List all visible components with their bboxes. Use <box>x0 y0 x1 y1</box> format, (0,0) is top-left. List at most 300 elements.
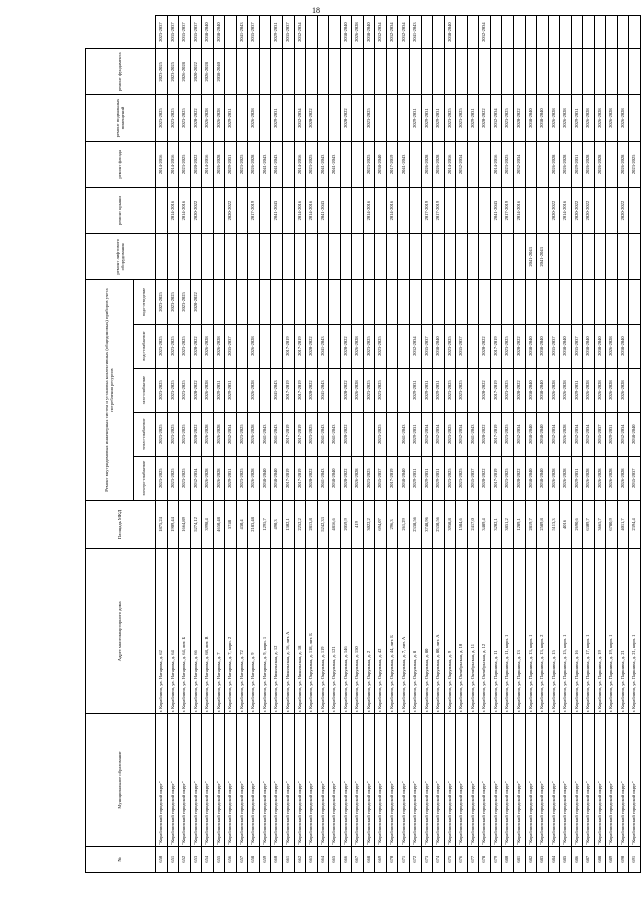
cell-sewer <box>594 280 606 324</box>
cell-water: 2020-2022 <box>479 324 491 368</box>
cell-elevator <box>248 234 260 280</box>
cell-num: 681 <box>513 846 525 872</box>
cell-municipality: "Кораблинский городской округ" <box>433 714 445 846</box>
cell-address: г. Кораблино, ул. Натарова, д. 72 <box>236 549 248 714</box>
cell-roof: 2020-2022 <box>548 187 560 233</box>
cell-heat: 2038-2040 <box>629 412 641 456</box>
cell-basement: 2026-2028 <box>213 95 225 141</box>
cell-num: 676 <box>456 846 468 872</box>
table-row <box>236 16 248 873</box>
table-row <box>375 16 387 873</box>
table-row <box>167 16 179 873</box>
cell-gas: 2023-2025 <box>156 368 168 412</box>
cell-gas: 2029-2031 <box>225 368 237 412</box>
rotated-table-container <box>85 15 637 873</box>
cell-water: 2017-2019 <box>490 324 502 368</box>
cell-municipality: "Кораблинский городской округ" <box>167 714 179 846</box>
table-row <box>156 16 168 873</box>
cell-elevator <box>502 234 514 280</box>
cell-heat: 2023-2025 <box>236 412 248 456</box>
cell-sewer <box>283 280 295 324</box>
cell-extra: 2035-2037 <box>190 16 202 49</box>
cell-roof <box>479 187 491 233</box>
cell-municipality: "Кораблинский городской округ" <box>179 714 191 846</box>
cell-basement: 2029-2031 <box>433 95 445 141</box>
cell-heat: 2032-2034 <box>583 412 595 456</box>
table-row <box>386 16 398 873</box>
cell-heat: 2032-2034 <box>225 412 237 456</box>
cell-basement: 2038-2040 <box>525 95 537 141</box>
cell-address: г. Кораблино, ул. Окружная, д. 44, лит. Б <box>386 549 398 714</box>
cell-municipality: "Кораблинский городской округ" <box>525 714 537 846</box>
cell-gas: 2026-2028 <box>352 368 364 412</box>
cell-roof <box>213 187 225 233</box>
cell-water: 2023-2025 <box>363 324 375 368</box>
cell-elevator <box>283 234 295 280</box>
cell-roof <box>525 187 537 233</box>
cell-extra <box>513 16 525 49</box>
cell-foundation <box>225 49 237 95</box>
cell-area: 430,4 <box>236 500 248 548</box>
cell-extra <box>583 16 595 49</box>
cell-extra <box>456 16 468 49</box>
cell-heat: 2029-2031 <box>410 412 422 456</box>
cell-municipality: "Кораблинский городской округ" <box>583 714 595 846</box>
cell-roof <box>259 187 271 233</box>
cell-roof: 2020-2022 <box>617 187 629 233</box>
table-row <box>421 16 433 873</box>
cell-area: 490,3 <box>271 500 283 548</box>
cell-roof <box>236 187 248 233</box>
cell-heat <box>363 412 375 456</box>
cell-facade: 2026-2028 <box>617 141 629 187</box>
cell-roof: 2017-2019 <box>433 187 445 233</box>
cell-facade: 2041-2043 <box>259 141 271 187</box>
cell-municipality: "Кораблинский городской округ" <box>571 714 583 846</box>
table-row <box>456 16 468 873</box>
cell-heat: 2038-2040 <box>525 412 537 456</box>
cell-sewer <box>306 280 318 324</box>
cell-extra: 2023-2037 <box>156 16 168 49</box>
cell-extra: 2038-2040 <box>444 16 456 49</box>
cell-roof: 2014-2016 <box>179 187 191 233</box>
cell-basement: 2026-2028 <box>617 95 629 141</box>
cell-num: 678 <box>479 846 491 872</box>
cell-heat: 2032-2034 <box>433 412 445 456</box>
cell-municipality: "Кораблинский городской округ" <box>537 714 549 846</box>
cell-heat <box>386 412 398 456</box>
cell-address: г. Кораблино, ул. Паршина, д. 13, корп. 1 <box>525 549 537 714</box>
cell-roof <box>283 187 295 233</box>
cell-sewer <box>271 280 283 324</box>
cell-sewer <box>225 280 237 324</box>
cell-water: 2041-2043 <box>317 324 329 368</box>
table-row <box>294 16 306 873</box>
cell-water: 2026-2028 <box>213 324 225 368</box>
cell-sewer <box>513 280 525 324</box>
cell-extra: 2032-2034 <box>479 16 491 49</box>
table-row <box>340 16 352 873</box>
cell-sewer <box>560 280 572 324</box>
cell-extra: 2038-2040 <box>363 16 375 49</box>
cell-extra: 2038-2040 <box>340 16 352 49</box>
cell-extra: 2041-2043 <box>236 16 248 49</box>
cell-foundation <box>386 49 398 95</box>
cell-address: г. Кораблино, ул. Окружная, д. 80, лит. А <box>433 549 445 714</box>
cell-elevator <box>410 234 422 280</box>
cell-address: г. Кораблино, ул. Натарова, д. 7 <box>213 549 225 714</box>
cell-basement: 2023-2025 <box>156 95 168 141</box>
cell-num: 665 <box>329 846 341 872</box>
cell-roof: 2020-2022 <box>583 187 595 233</box>
cell-extra <box>537 16 549 49</box>
cell-address: г. Кораблино, ул. Паршина, д. 21 <box>617 549 629 714</box>
cell-heat: 2023-2025 <box>306 412 318 456</box>
header-utility-group: Ремонт внутридомовых инженерных систем и установка коллективных (общедомовых) приборов учета потребления ресурсов <box>86 280 134 500</box>
table-row <box>306 16 318 873</box>
cell-num: 680 <box>502 846 514 872</box>
cell-municipality: "Кораблинский городской округ" <box>502 714 514 846</box>
cell-gas: 2026-2028 <box>548 368 560 412</box>
table-row <box>271 16 283 873</box>
cell-extra <box>317 16 329 49</box>
cell-extra <box>421 16 433 49</box>
cell-basement <box>386 95 398 141</box>
cell-address: г. Кораблино, ул. Окружная, д. 146 <box>340 549 352 714</box>
cell-area: 6780,9 <box>606 500 618 548</box>
cell-elevator <box>594 234 606 280</box>
cell-address: г. Кораблино, ул. Окружная, д. 7, лит. А <box>398 549 410 714</box>
cell-roof: 2017-2019 <box>421 187 433 233</box>
cell-num: 660 <box>271 846 283 872</box>
cell-municipality: "Кораблинский городской округ" <box>421 714 433 846</box>
header-municipality: Муниципальное образование <box>86 714 156 846</box>
header-sewer: водо-отведение <box>134 280 156 324</box>
cell-facade: 2026-2028 <box>248 141 260 187</box>
cell-num: 691 <box>629 846 641 872</box>
cell-gas: 2029-2031 <box>421 368 433 412</box>
cell-facade: 2023-2025 <box>502 141 514 187</box>
cell-gas: 2023-2025 <box>444 368 456 412</box>
cell-facade: 2029-2031 <box>571 141 583 187</box>
table-row <box>363 16 375 873</box>
cell-num: 672 <box>410 846 422 872</box>
cell-address: г. Кораблино, ул. Паршина, д. 16 <box>571 549 583 714</box>
table-body <box>156 16 641 873</box>
cell-address: г. Кораблино, ул. Окружная, д. 150 <box>352 549 364 714</box>
cell-elevator <box>202 234 214 280</box>
cell-facade: 2026-2028 <box>548 141 560 187</box>
cell-roof: 2014-2016 <box>363 187 375 233</box>
cell-sewer <box>213 280 225 324</box>
cell-address: г. Кораблино, ул. Паршина, д. 21, корп. 1 <box>629 549 641 714</box>
cell-heat: 2026-2028 <box>248 412 260 456</box>
cell-extra <box>490 16 502 49</box>
cell-basement: 2029-2031 <box>225 95 237 141</box>
cell-num: 650 <box>156 846 168 872</box>
cell-water <box>386 324 398 368</box>
cell-foundation <box>490 49 502 95</box>
cell-gas: 2020-2022 <box>340 368 352 412</box>
cell-elevator <box>329 234 341 280</box>
cell-basement: 2020-2022 <box>340 95 352 141</box>
cell-roof <box>340 187 352 233</box>
cell-facade <box>525 141 537 187</box>
cell-area: 4650,48 <box>213 500 225 548</box>
cell-sewer <box>259 280 271 324</box>
cell-extra: 2038-2040 <box>213 16 225 49</box>
cell-extra: 2026-2028 <box>352 16 364 49</box>
cell-sewer <box>548 280 560 324</box>
cell-elevator <box>167 234 179 280</box>
cell-electricity: 2026-2028 <box>560 456 572 500</box>
cell-area: 2690,6 <box>571 500 583 548</box>
cell-area: 3851,2 <box>502 500 514 548</box>
header-gas: газо-снабжение <box>134 368 156 412</box>
cell-sewer <box>202 280 214 324</box>
cell-gas: 2029-2031 <box>571 368 583 412</box>
header-foundation: ремонт фундамента <box>86 49 156 95</box>
cell-gas: 2038-2040 <box>525 368 537 412</box>
cell-heat: 2032-2034 <box>456 412 468 456</box>
cell-num: 659 <box>259 846 271 872</box>
cell-heat: 2023-2025 <box>444 412 456 456</box>
cell-heat: 2041-2043 <box>329 412 341 456</box>
cell-facade <box>352 141 364 187</box>
cell-sewer <box>329 280 341 324</box>
table-row <box>398 16 410 873</box>
cell-water: 2038-2040 <box>594 324 606 368</box>
cell-sewer <box>352 280 364 324</box>
cell-electricity: 2023-2025 <box>236 456 248 500</box>
cell-roof <box>606 187 618 233</box>
cell-elevator <box>479 234 491 280</box>
cell-num: 690 <box>617 846 629 872</box>
cell-area: 5274,12 <box>190 500 202 548</box>
cell-heat: 2023-2025 <box>179 412 191 456</box>
cell-electricity: 2020-2022 <box>513 456 525 500</box>
cell-num: 679 <box>490 846 502 872</box>
cell-foundation: 2038-2040 <box>213 49 225 95</box>
cell-elevator <box>352 234 364 280</box>
table-row <box>513 16 525 873</box>
cell-water: 2035-2037 <box>548 324 560 368</box>
cell-municipality: "Кораблинский городской округ" <box>156 714 168 846</box>
cell-heat: 2041-2043 <box>467 412 479 456</box>
cell-foundation <box>294 49 306 95</box>
cell-gas: 2020-2022 <box>479 368 491 412</box>
cell-elevator <box>386 234 398 280</box>
cell-heat: 2026-2028 <box>560 412 572 456</box>
cell-area: 6309,7 <box>583 500 595 548</box>
cell-water <box>467 324 479 368</box>
table-row <box>433 16 445 873</box>
cell-water <box>236 324 248 368</box>
cell-water: 2023-2025 <box>502 324 514 368</box>
cell-elevator <box>617 234 629 280</box>
cell-extra <box>548 16 560 49</box>
cell-sewer <box>617 280 629 324</box>
cell-num: 661 <box>283 846 295 872</box>
cell-elevator <box>225 234 237 280</box>
cell-foundation <box>502 49 514 95</box>
cell-foundation <box>617 49 629 95</box>
cell-basement: 2023-2025 <box>502 95 514 141</box>
cell-roof <box>202 187 214 233</box>
cell-address: г. Кораблино, ул. Октябрьская, д. 11 <box>467 549 479 714</box>
cell-heat: 2017-2019 <box>294 412 306 456</box>
cell-num: 687 <box>583 846 595 872</box>
cell-address: г. Кораблино, ул. Окружная, д. 42 <box>375 549 387 714</box>
cell-elevator <box>317 234 329 280</box>
cell-sewer <box>629 280 641 324</box>
cell-sewer <box>433 280 445 324</box>
cell-extra: 2035-2037 <box>283 16 295 49</box>
table-row <box>467 16 479 873</box>
cell-area: 419 <box>352 500 364 548</box>
cell-gas <box>386 368 398 412</box>
cell-elevator <box>213 234 225 280</box>
cell-heat: 2017-2019 <box>490 412 502 456</box>
cell-facade: 2029-2031 <box>225 141 237 187</box>
cell-sewer <box>606 280 618 324</box>
cell-facade: 2014-2016 <box>167 141 179 187</box>
cell-num: 668 <box>363 846 375 872</box>
cell-electricity: 2026-2028 <box>548 456 560 500</box>
cell-heat: 2023-2025 <box>156 412 168 456</box>
cell-municipality: "Кораблинский городской округ" <box>202 714 214 846</box>
cell-electricity: 2029-2031 <box>433 456 445 500</box>
cell-extra <box>617 16 629 49</box>
table-row <box>213 16 225 873</box>
cell-extra: 2035-2037 <box>167 16 179 49</box>
cell-basement: 2026-2028 <box>202 95 214 141</box>
cell-municipality: "Кораблинский городской округ" <box>248 714 260 846</box>
cell-water: 2038-2040 <box>525 324 537 368</box>
cell-sewer <box>294 280 306 324</box>
cell-electricity: 2020-2022 <box>340 456 352 500</box>
cell-municipality: "Кораблинский городской округ" <box>340 714 352 846</box>
cell-gas: 2020-2022 <box>306 368 318 412</box>
cell-roof <box>156 187 168 233</box>
cell-water: 2023-2025 <box>179 324 191 368</box>
cell-address: г. Кораблино, ул. Октябрьская, д. 12 <box>479 549 491 714</box>
cell-gas <box>329 368 341 412</box>
cell-roof: 2014-2016 <box>294 187 306 233</box>
cell-facade <box>467 141 479 187</box>
cell-area: 5242,33 <box>317 500 329 548</box>
cell-elevator <box>433 234 445 280</box>
cell-gas: 2017-2019 <box>283 368 295 412</box>
cell-basement: 2029-2031 <box>421 95 433 141</box>
cell-sewer <box>386 280 398 324</box>
cell-municipality: "Кораблинский городской округ" <box>317 714 329 846</box>
cell-extra: 2029-2031 <box>271 16 283 49</box>
table-row <box>490 16 502 873</box>
cell-foundation <box>259 49 271 95</box>
cell-address: г. Кораблино, ул. Натарова, д. 66 <box>190 549 202 714</box>
cell-water: 2023-2025 <box>444 324 456 368</box>
cell-elevator <box>560 234 572 280</box>
cell-elevator: 2041-2043 <box>525 234 537 280</box>
cell-sewer <box>456 280 468 324</box>
cell-municipality: "Кораблинский городской округ" <box>306 714 318 846</box>
cell-gas <box>629 368 641 412</box>
cell-basement: 2020-2022 <box>306 95 318 141</box>
cell-municipality: "Кораблинский городской округ" <box>467 714 479 846</box>
cell-elevator <box>259 234 271 280</box>
cell-electricity: 2038-2040 <box>398 456 410 500</box>
cell-basement: 2032-2034 <box>490 95 502 141</box>
cell-electricity: 2038-2040 <box>525 456 537 500</box>
cell-foundation <box>444 49 456 95</box>
cell-sewer <box>502 280 514 324</box>
cell-foundation <box>375 49 387 95</box>
cell-facade: 2038-2040 <box>375 141 387 187</box>
cell-num: 656 <box>225 846 237 872</box>
cell-extra: 2032-2034 <box>375 16 387 49</box>
cell-elevator <box>363 234 375 280</box>
table-row <box>525 16 537 873</box>
cell-facade <box>606 141 618 187</box>
cell-area: 3489,4 <box>479 500 491 548</box>
cell-facade: 2032-2034 <box>513 141 525 187</box>
cell-water: 2035-2037 <box>571 324 583 368</box>
cell-elevator <box>306 234 318 280</box>
cell-address: г. Кораблино, ул. Окружная, д. 119 <box>317 549 329 714</box>
cell-foundation: 2020-2022 <box>190 49 202 95</box>
cell-basement <box>329 95 341 141</box>
cell-water: 2026-2028 <box>248 324 260 368</box>
cell-extra <box>259 16 271 49</box>
cell-elevator <box>490 234 502 280</box>
cell-elevator <box>548 234 560 280</box>
cell-municipality: "Кораблинский городской округ" <box>490 714 502 846</box>
table-row <box>248 16 260 873</box>
cell-gas: 2038-2040 <box>537 368 549 412</box>
cell-num: 669 <box>375 846 387 872</box>
cell-facade: 2041-2043 <box>398 141 410 187</box>
cell-basement: 2029-2031 <box>467 95 479 141</box>
cell-foundation <box>629 49 641 95</box>
cell-roof: 2017-2019 <box>502 187 514 233</box>
cell-extra <box>594 16 606 49</box>
cell-facade: 2014-2016 <box>294 141 306 187</box>
cell-num: 651 <box>167 846 179 872</box>
cell-water: 2020-2022 <box>306 324 318 368</box>
cell-area: 1295,7 <box>259 500 271 548</box>
cell-facade <box>479 141 491 187</box>
cell-basement: 2026-2028 <box>248 95 260 141</box>
cell-roof: 2017-2019 <box>248 187 260 233</box>
cell-municipality: "Кораблинский городской округ" <box>236 714 248 846</box>
cell-extra: 2032-2034 <box>386 16 398 49</box>
cell-basement: 2029-2031 <box>410 95 422 141</box>
cell-extra: 2035-2037 <box>248 16 260 49</box>
cell-roof: 2014-2016 <box>167 187 179 233</box>
cell-electricity: 2029-2031 <box>571 456 583 500</box>
cell-facade: 2026-2028 <box>433 141 445 187</box>
cell-area: 4816,6 <box>329 500 341 548</box>
cell-foundation <box>548 49 560 95</box>
cell-facade: 2026-2028 <box>594 141 606 187</box>
cell-gas <box>259 368 271 412</box>
cell-water: 2035-2037 <box>421 324 433 368</box>
cell-area: 2813,8 <box>306 500 318 548</box>
cell-gas <box>467 368 479 412</box>
cell-gas: 2026-2028 <box>594 368 606 412</box>
cell-address: г. Кораблино, ул. Окружная, д. 2 <box>363 549 375 714</box>
